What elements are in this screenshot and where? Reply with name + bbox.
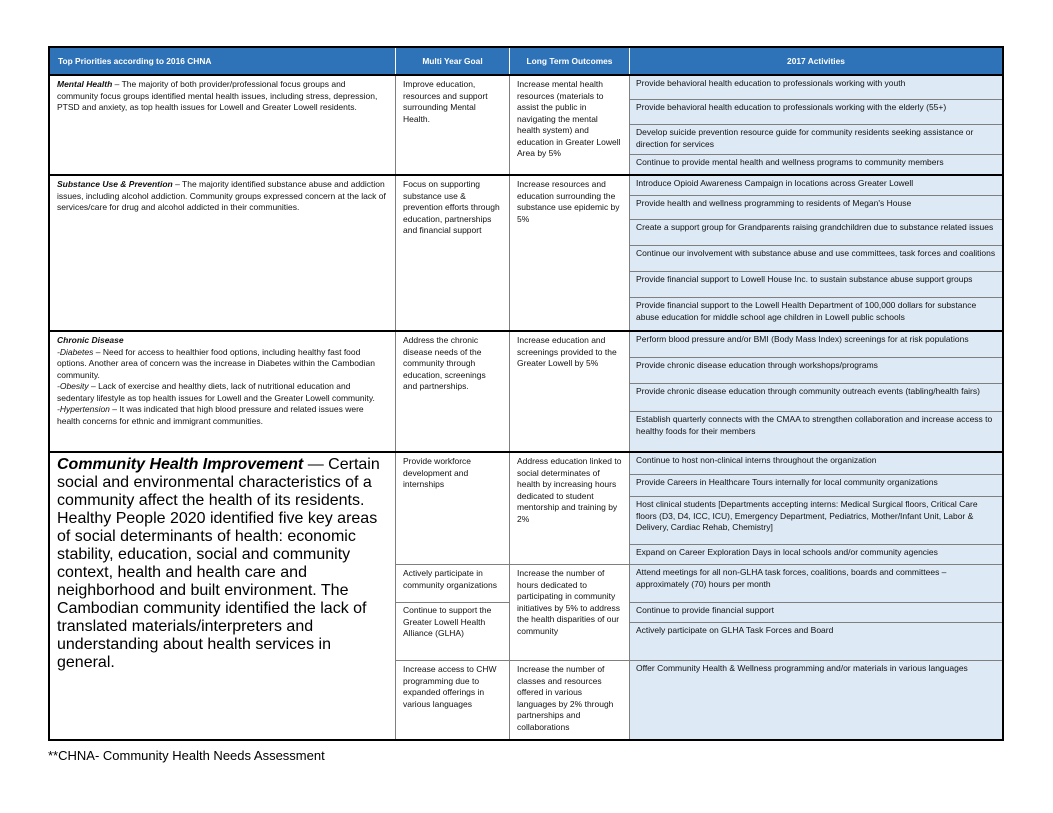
priority-title: Chronic Disease [57, 335, 124, 345]
activities-cell [630, 176, 1002, 330]
activity-item: Continue to provide financial support [630, 603, 1002, 623]
goal-cell: Improve education, resources and support surrounding Mental Health. [396, 76, 510, 174]
activities-cell [630, 332, 1002, 451]
activity-item: Provide health and wellness programming to residents of Megan's House [630, 196, 1002, 220]
activity-item: Provide financial support to the Lowell Health Department of 100,000 dollars for substance abuse education for middle school age children in Lowell public schools [636, 300, 977, 322]
activity-item: Provide behavioral health education to professionals working with youth [630, 76, 1002, 100]
table-header [50, 48, 1002, 76]
activity-item: Continue our involvement with substance abuse and use committees, task forces and coalitions [630, 246, 1002, 272]
activity-item: Provide Careers in Healthcare Tours internally for local community organizations [630, 475, 1002, 497]
diabetes-label: -Diabetes [57, 346, 94, 357]
activities-cell [630, 453, 1002, 564]
activities-cell [630, 661, 1002, 739]
activity-item: Perform blood pressure and/or BMI (Body Mass Index) screenings for at risk populations [630, 332, 1002, 358]
priority-cell [50, 453, 396, 739]
outcome-cell: Increase mental health resources (materials to assist the public in navigating the mental health system) and education in Greater Lowell Area by 5% [510, 76, 630, 174]
section-chronic-disease [50, 332, 1002, 453]
priority-text: – The majority identified substance abuse and addiction issues, including alcohol addiction. Community groups expressed concern at the lack of services/care for drug and alcohol addicted in their communities. [57, 179, 386, 212]
priority-title: Community Health Improvement [57, 456, 304, 473]
priority-cell [50, 76, 396, 174]
obesity-label: -Obesity [57, 381, 89, 391]
outcome-cell: Increase the number of classes and resources offered in various languages by 2% through partnerships and collaborations [510, 661, 630, 739]
goal-item: Actively participate in community organizations [396, 565, 509, 603]
section-community-health [50, 453, 1002, 739]
activity-item: Provide chronic disease education through community outreach events (tabling/health fairs) [630, 384, 1002, 412]
activity-item: Provide behavioral health education to professionals working with the elderly (55+) [630, 100, 1002, 125]
goal-item: Continue to support the Greater Lowell Health Alliance (GLHA) [403, 605, 492, 638]
community-groups [396, 453, 1002, 739]
hypertension-text: – It was indicated that high blood pressure and related issues were health concerns for ethnic and immigrant communities. [57, 404, 364, 426]
activity-item: Actively participate on GLHA Task Forces and Board [636, 625, 834, 635]
activities-cell [630, 76, 1002, 174]
activity-item: Expand on Career Exploration Days in local schools and/or community agencies [636, 547, 938, 557]
goal-cell [396, 565, 510, 660]
header-priorities: Top Priorities according to 2016 CHNA [50, 48, 396, 74]
priority-cell [50, 332, 396, 451]
outcome-cell: Increase education and screenings provided to the Greater Lowell by 5% [510, 332, 630, 451]
priorities-table [48, 46, 1004, 741]
header-goal: Multi Year Goal [396, 48, 510, 74]
activity-item: Offer Community Health & Wellness programming and/or materials in various languages [636, 663, 968, 673]
goal-cell: Provide workforce development and internships [396, 453, 510, 564]
activity-item: Provide chronic disease education through workshops/programs [630, 358, 1002, 384]
footnote: **CHNA- Community Health Needs Assessment [48, 748, 325, 763]
hypertension-label: -Hypertension [57, 404, 110, 414]
header-outcomes: Long Term Outcomes [510, 48, 630, 74]
activity-item: Continue to host non-clinical interns throughout the organization [630, 453, 1002, 475]
activity-item: Create a support group for Grandparents raising grandchildren due to substance related issues [630, 220, 1002, 246]
priority-title: Substance Use & Prevention [57, 179, 173, 189]
activity-item: Establish quarterly connects with the CMAA to strengthen collaboration and increase access to healthy foods for their members [636, 414, 993, 436]
priority-cell [50, 176, 396, 330]
activity-item: Develop suicide prevention resource guide for community residents seeking assistance or direction for services [630, 125, 1002, 155]
goal-cell: Address the chronic disease needs of the community through education, screenings and partnerships. [396, 332, 510, 451]
priority-text: – The majority of both provider/professional focus groups and community focus groups identified mental health issues, including stress, depression, PTSD and anxiety, as top health issues for Lowell and Greater Lowell residents. [57, 79, 378, 112]
goal-cell: Increase access to CHW programming due to expanded offerings in various languages [396, 661, 510, 739]
outcome-cell: Address education linked to social determinates of health by increasing hours dedicated to student mentorship and training by 2% [510, 453, 630, 564]
section-substance-use [50, 176, 1002, 332]
priority-title: Mental Health [57, 79, 113, 89]
activity-item: Host clinical students [Departments accepting interns: Medical Surgical floors, Critical Care floors (D3, D4, ICC, ICU), Emergency Department, Pediatrics, Mother/Infant Unit, Labor & Delivery, Cardiac Rehab, Chemistry] [630, 497, 1002, 545]
activities-cell [630, 565, 1002, 660]
header-activities: 2017 Activities [787, 56, 845, 66]
section-mental-health [50, 76, 1002, 176]
activity-item: Attend meetings for all non-GLHA task forces, coalitions, boards and committees – approximately (70) hours per month [630, 565, 1002, 603]
activity-item: Introduce Opioid Awareness Campaign in locations across Greater Lowell [630, 176, 1002, 196]
outcome-cell: Increase resources and education surrounding the substance use epidemic by 5% [510, 176, 630, 330]
activity-item: Provide financial support to Lowell House Inc. to sustain substance abuse support groups [630, 272, 1002, 298]
outcome-cell: Increase the number of hours dedicated to participating in community initiatives by 5% to address the health disparities of our community [510, 565, 630, 660]
obesity-text: – Lack of exercise and healthy diets, lack of nutritional education and sedentary lifestyle as top health issues for Lowell and the Greater Lowell community. [57, 381, 375, 403]
activity-item: Continue to provide mental health and wellness programs to community members [636, 157, 944, 167]
goal-cell: Focus on supporting substance use & prevention efforts through education, partnerships and financial support [396, 176, 510, 330]
priority-text: — Certain social and environmental characteristics of a community affect the health of its residents. Healthy People 2020 identified five key areas of social determinants of health: economic stability, education, social and community context, health and health care and neighborhood and built environment. The Cambodian community identified the lack of translated materials/interpreters and understanding about health services in general. [57, 456, 380, 671]
diabetes-text: – Need for access to healthier food options, including healthy fast food options. Another area of concern was the increase in Diabetes within the Cambodian community. [57, 346, 375, 380]
